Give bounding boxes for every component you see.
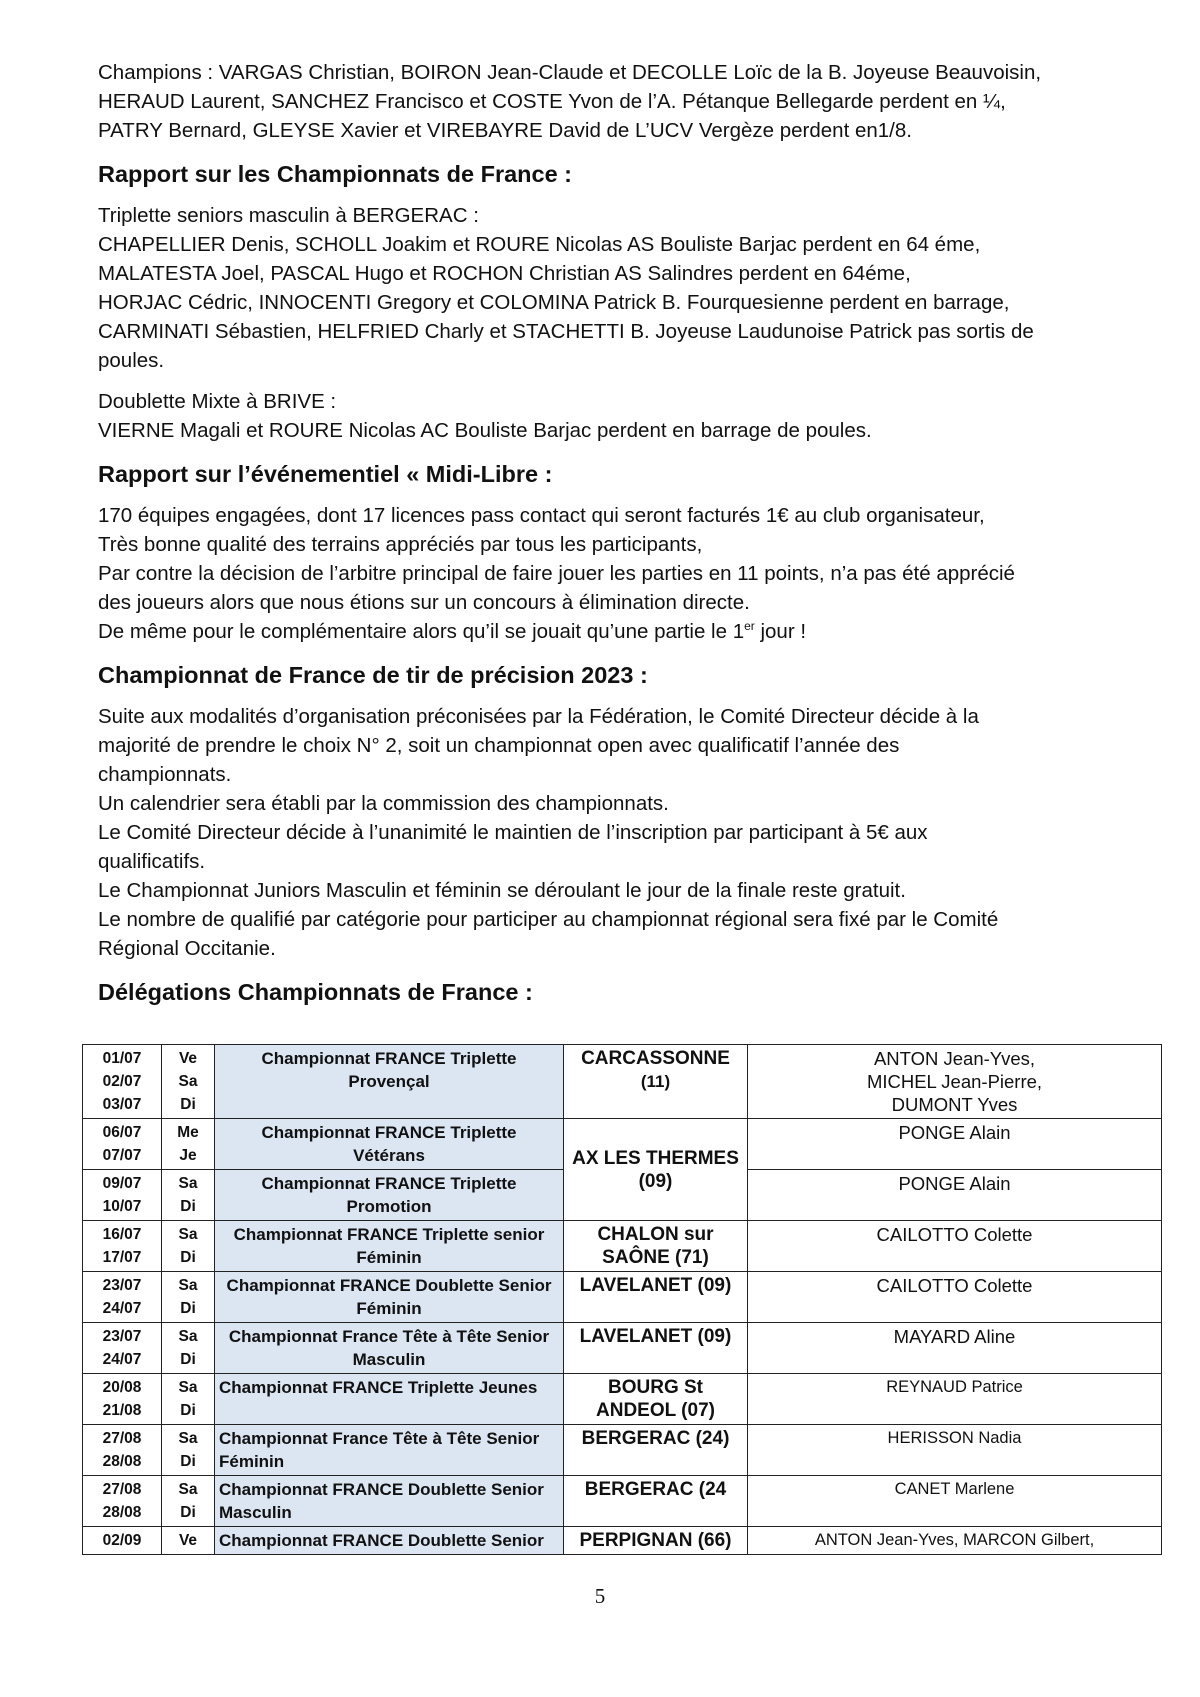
championship-name: Provençal bbox=[348, 1072, 430, 1091]
championship-name: Championnat FRANCE Triplette bbox=[261, 1174, 517, 1193]
delegate: CANET Marlene bbox=[894, 1480, 1015, 1498]
delegate-cell bbox=[748, 1045, 1162, 1119]
date: 10/07 bbox=[102, 1198, 142, 1215]
table-row bbox=[83, 1374, 1162, 1425]
championship-cell bbox=[215, 1045, 564, 1119]
table-row bbox=[83, 1272, 1162, 1323]
text-line: HORJAC Cédric, INNOCENTI Gregory et COLOMINA Patrick B. Fourquesienne perdent en barrage, bbox=[98, 291, 1010, 314]
text-line: Triplette seniors masculin à BERGERAC : bbox=[98, 204, 479, 227]
table-row bbox=[83, 1476, 1162, 1527]
date: 17/07 bbox=[102, 1249, 142, 1266]
day: Di bbox=[180, 1198, 196, 1215]
location: BOURG St bbox=[608, 1377, 703, 1398]
championship-name: Féminin bbox=[356, 1248, 422, 1267]
text-line: Un calendrier sera établi par la commission des championnats. bbox=[98, 792, 669, 815]
location-cell bbox=[564, 1527, 748, 1555]
table-row bbox=[83, 1045, 1162, 1119]
date-cell bbox=[83, 1425, 162, 1476]
day: Sa bbox=[178, 1481, 198, 1498]
day: Sa bbox=[178, 1379, 198, 1396]
text-line: CHAPELLIER Denis, SCHOLL Joakim et ROURE Nicolas AS Bouliste Barjac perdent en 64 éme, bbox=[98, 233, 981, 256]
heading-championnats-france: Rapport sur les Championnats de France : bbox=[98, 161, 573, 187]
championship-name: Championnat France Tête à Tête Senior bbox=[219, 1429, 540, 1448]
date: 02/07 bbox=[102, 1073, 142, 1090]
location-cell bbox=[564, 1221, 748, 1272]
day-cell bbox=[162, 1221, 215, 1272]
text-line: Suite aux modalités d’organisation préconisées par la Fédération, le Comité Directeur décide à la bbox=[98, 705, 979, 728]
day-cell bbox=[162, 1272, 215, 1323]
date: 01/07 bbox=[102, 1050, 142, 1067]
location: (11) bbox=[640, 1072, 671, 1091]
date: 27/08 bbox=[102, 1430, 142, 1447]
date: 20/08 bbox=[102, 1379, 142, 1396]
heading-delegations: Délégations Championnats de France : bbox=[98, 979, 533, 1005]
date: 24/07 bbox=[102, 1300, 142, 1317]
championship-cell bbox=[215, 1272, 564, 1323]
text-line: PATRY Bernard, GLEYSE Xavier et VIREBAYRE David de L’UCV Vergèze perdent en1/8. bbox=[98, 119, 912, 142]
text-line: MALATESTA Joel, PASCAL Hugo et ROCHON Christian AS Salindres perdent en 64éme, bbox=[98, 262, 911, 285]
date-cell bbox=[83, 1272, 162, 1323]
table-row bbox=[83, 1323, 1162, 1374]
date-cell bbox=[83, 1221, 162, 1272]
table-row bbox=[83, 1527, 1162, 1555]
location-cell bbox=[564, 1425, 748, 1476]
championship-name: Promotion bbox=[346, 1197, 432, 1216]
championship-name: Championnat FRANCE Triplette bbox=[261, 1049, 517, 1068]
championship-name: Féminin bbox=[356, 1299, 422, 1318]
date-cell bbox=[83, 1323, 162, 1374]
location: LAVELANET (09) bbox=[579, 1275, 732, 1296]
championship-cell bbox=[215, 1119, 564, 1170]
day: Sa bbox=[178, 1073, 198, 1090]
table-row bbox=[83, 1119, 1162, 1170]
championship-name: Féminin bbox=[219, 1452, 285, 1471]
text-line: championnats. bbox=[98, 763, 232, 786]
championship-cell bbox=[215, 1323, 564, 1374]
tir-paragraph bbox=[98, 702, 1108, 963]
delegate: CAILOTTO Colette bbox=[876, 1275, 1033, 1296]
day-cell bbox=[162, 1045, 215, 1119]
championship-name: Championnat FRANCE Triplette senior bbox=[233, 1225, 545, 1244]
day: Ve bbox=[178, 1050, 198, 1067]
delegate-cell bbox=[748, 1323, 1162, 1374]
midi-libre-paragraph bbox=[98, 501, 1108, 646]
day-cell bbox=[162, 1527, 215, 1555]
championship-cell bbox=[215, 1527, 564, 1555]
table-row bbox=[83, 1425, 1162, 1476]
location: BERGERAC (24) bbox=[581, 1428, 730, 1449]
location: LAVELANET (09) bbox=[579, 1326, 732, 1347]
championship-name: Championnat FRANCE Doublette Senior bbox=[219, 1480, 544, 1499]
delegations-table bbox=[82, 1044, 1162, 1555]
delegate-cell bbox=[748, 1170, 1162, 1221]
day-cell bbox=[162, 1323, 215, 1374]
heading-tir-precision: Championnat de France de tir de précision 2023 : bbox=[98, 662, 648, 688]
document-body bbox=[98, 58, 1108, 1019]
text-line: Doublette Mixte à BRIVE : bbox=[98, 390, 337, 413]
championship-cell bbox=[215, 1221, 564, 1272]
delegate: MICHEL Jean-Pierre, bbox=[866, 1071, 1043, 1092]
day: Di bbox=[180, 1453, 196, 1470]
delegate: ANTON Jean-Yves, bbox=[873, 1048, 1036, 1069]
day: Sa bbox=[178, 1430, 198, 1447]
triplette-paragraph bbox=[98, 201, 1108, 375]
location: BERGERAC (24 bbox=[584, 1479, 727, 1500]
day-cell bbox=[162, 1119, 215, 1170]
text-line: Le Comité Directeur décide à l’unanimité le maintien de l’inscription par participant à 5€ aux bbox=[98, 821, 928, 844]
superscript: er bbox=[744, 619, 755, 634]
text-line: 170 équipes engagées, dont 17 licences pass contact qui seront facturés 1€ au club organisateur, bbox=[98, 504, 985, 527]
text-line: Le nombre de qualifié par catégorie pour participer au championnat régional sera fixé par le Comité bbox=[98, 908, 999, 931]
location: ANDEOL (07) bbox=[596, 1400, 715, 1421]
location: (09) bbox=[638, 1170, 673, 1192]
championship-cell bbox=[215, 1170, 564, 1221]
date-cell bbox=[83, 1045, 162, 1119]
text-line: majorité de prendre le choix N° 2, soit un championnat open avec qualificatif l’année des bbox=[98, 734, 900, 757]
day-cell bbox=[162, 1170, 215, 1221]
championship-name: Championnat FRANCE Triplette Jeunes bbox=[219, 1378, 538, 1397]
day: Di bbox=[180, 1096, 196, 1113]
location-cell bbox=[564, 1272, 748, 1323]
location: CHALON sur bbox=[597, 1224, 714, 1245]
location: PERPIGNAN (66) bbox=[579, 1530, 732, 1551]
day-cell bbox=[162, 1374, 215, 1425]
location-cell bbox=[564, 1045, 748, 1119]
date: 24/07 bbox=[102, 1351, 142, 1368]
date: 21/08 bbox=[102, 1402, 142, 1419]
date: 28/08 bbox=[102, 1504, 142, 1521]
text-line: Le Championnat Juniors Masculin et féminin se déroulant le jour de la finale reste gratuit. bbox=[98, 879, 906, 902]
day: Di bbox=[180, 1300, 196, 1317]
day: Di bbox=[180, 1504, 196, 1521]
championship-cell bbox=[215, 1476, 564, 1527]
championship-name: Vétérans bbox=[353, 1146, 425, 1165]
delegate: MAYARD Aline bbox=[893, 1326, 1016, 1347]
day-cell bbox=[162, 1476, 215, 1527]
date: 06/07 bbox=[102, 1124, 142, 1141]
text-line bbox=[98, 617, 1108, 646]
day: Ve bbox=[178, 1532, 198, 1549]
delegate: ANTON Jean-Yves, MARCON Gilbert, bbox=[814, 1531, 1095, 1549]
text-fragment: De même pour le complémentaire alors qu’il se jouait qu’une partie le 1 bbox=[98, 620, 745, 643]
championship-name: Championnat FRANCE Triplette bbox=[261, 1123, 517, 1142]
day: Je bbox=[179, 1147, 197, 1164]
text-line: CARMINATI Sébastien, HELFRIED Charly et STACHETTI B. Joyeuse Laudunoise Patrick pas sortis de bbox=[98, 320, 1034, 343]
championship-name: Championnat FRANCE Doublette Senior bbox=[219, 1531, 544, 1550]
heading-midi-libre: Rapport sur l’événementiel « Midi-Libre : bbox=[98, 461, 553, 487]
date: 28/08 bbox=[102, 1453, 142, 1470]
championship-cell bbox=[215, 1425, 564, 1476]
delegate: DUMONT Yves bbox=[891, 1094, 1018, 1115]
day: Di bbox=[180, 1249, 196, 1266]
page-number: 5 bbox=[594, 1584, 606, 1608]
day: Di bbox=[180, 1351, 196, 1368]
text-line: qualificatifs. bbox=[98, 850, 206, 873]
delegate: REYNAUD Patrice bbox=[886, 1378, 1023, 1396]
delegate: PONGE Alain bbox=[898, 1122, 1011, 1143]
location: CARCASSONNE bbox=[581, 1048, 730, 1069]
location-cell bbox=[564, 1119, 748, 1221]
text-line: HERAUD Laurent, SANCHEZ Francisco et COSTE Yvon de l’A. Pétanque Bellegarde perdent en ¼, bbox=[98, 90, 1006, 113]
date: 23/07 bbox=[102, 1328, 142, 1345]
date-cell bbox=[83, 1476, 162, 1527]
delegate: CAILOTTO Colette bbox=[876, 1224, 1033, 1245]
location-cell bbox=[564, 1476, 748, 1527]
championship-name: Championnat France Tête à Tête Senior bbox=[228, 1327, 550, 1346]
day: Sa bbox=[178, 1226, 198, 1243]
championship-name: Championnat FRANCE Doublette Senior bbox=[226, 1276, 552, 1295]
delegate-cell bbox=[748, 1425, 1162, 1476]
delegate-cell bbox=[748, 1119, 1162, 1170]
championship-name: Masculin bbox=[219, 1503, 292, 1522]
delegate-cell bbox=[748, 1476, 1162, 1527]
doublette-paragraph bbox=[98, 387, 1108, 445]
championship-cell bbox=[215, 1374, 564, 1425]
location: SAÔNE (71) bbox=[602, 1247, 709, 1268]
day: Di bbox=[180, 1402, 196, 1419]
date: 02/09 bbox=[102, 1532, 142, 1549]
delegate-cell bbox=[748, 1221, 1162, 1272]
championship-name: Masculin bbox=[352, 1350, 426, 1369]
delegate-cell bbox=[748, 1272, 1162, 1323]
date-cell bbox=[83, 1374, 162, 1425]
text-line: Champions : VARGAS Christian, BOIRON Jean-Claude et DECOLLE Loïc de la B. Joyeuse Beauvoisin, bbox=[98, 61, 1042, 84]
date-cell bbox=[83, 1119, 162, 1170]
text-line: Régional Occitanie. bbox=[98, 937, 276, 960]
date: 03/07 bbox=[102, 1096, 142, 1113]
location: AX LES THERMES bbox=[572, 1147, 739, 1169]
date-cell bbox=[83, 1527, 162, 1555]
intro-paragraph bbox=[98, 58, 1108, 145]
text-line: Par contre la décision de l’arbitre principal de faire jouer les parties en 11 points, n’a pas été apprécié bbox=[98, 562, 1015, 585]
location-cell bbox=[564, 1374, 748, 1425]
date: 09/07 bbox=[102, 1175, 142, 1192]
date: 27/08 bbox=[102, 1481, 142, 1498]
day-cell bbox=[162, 1425, 215, 1476]
day: Sa bbox=[178, 1328, 198, 1345]
date: 23/07 bbox=[102, 1277, 142, 1294]
text-line: VIERNE Magali et ROURE Nicolas AC Bouliste Barjac perdent en barrage de poules. bbox=[98, 419, 872, 442]
date-cell bbox=[83, 1170, 162, 1221]
day: Sa bbox=[178, 1175, 198, 1192]
location-cell bbox=[564, 1323, 748, 1374]
text-line: Très bonne qualité des terrains appréciés par tous les participants, bbox=[98, 533, 703, 556]
date: 16/07 bbox=[102, 1226, 142, 1243]
text-fragment: jour ! bbox=[754, 620, 807, 643]
text-line: des joueurs alors que nous étions sur un concours à élimination directe. bbox=[98, 591, 750, 614]
day: Me bbox=[177, 1124, 199, 1141]
delegate-cell bbox=[748, 1527, 1162, 1555]
table-row bbox=[83, 1221, 1162, 1272]
text-line: poules. bbox=[98, 349, 165, 372]
delegate: HERISSON Nadia bbox=[887, 1429, 1022, 1447]
day: Sa bbox=[178, 1277, 198, 1294]
delegate: PONGE Alain bbox=[898, 1173, 1011, 1194]
delegate-cell bbox=[748, 1374, 1162, 1425]
date: 07/07 bbox=[102, 1147, 142, 1164]
